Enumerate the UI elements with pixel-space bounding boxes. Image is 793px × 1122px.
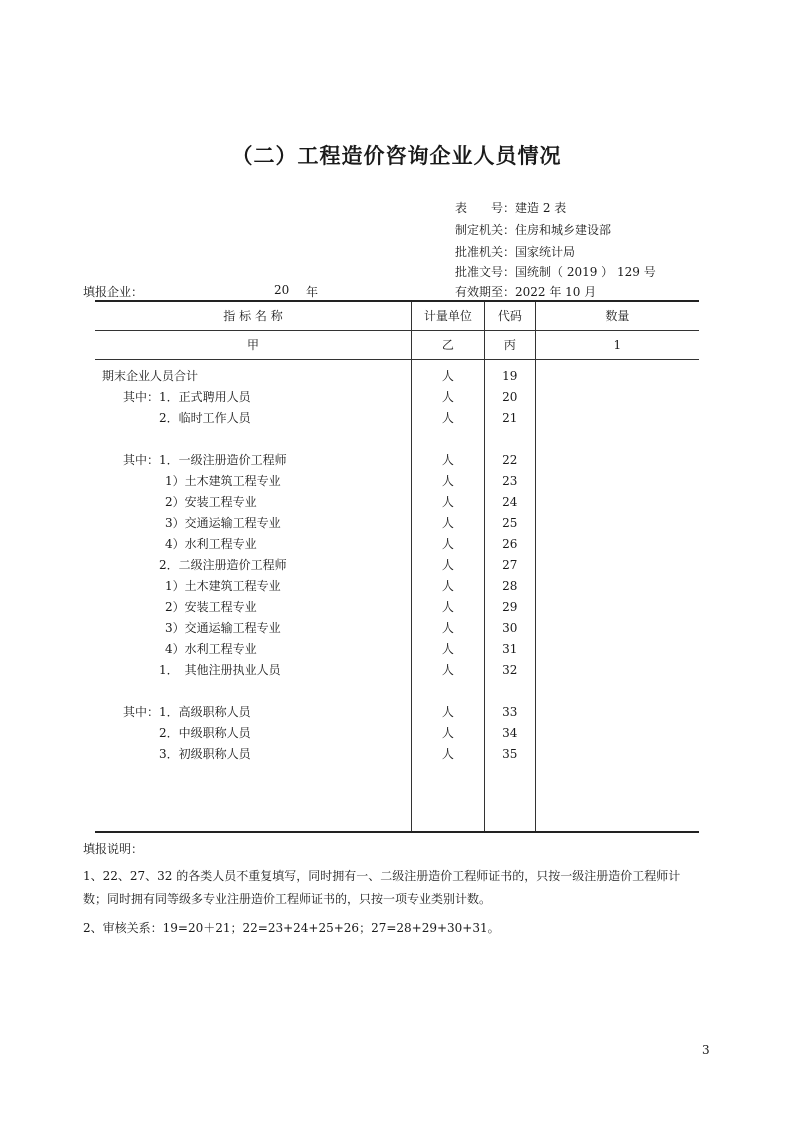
row-unit: 人 [411,555,484,576]
subheader-code: 丙 [484,331,535,360]
row-indicator-name: 期末企业人员合计 [95,366,411,387]
reporting-company-label: 填报企业： [83,285,144,299]
page-title: （二）工程造价咨询企业人员情况 [231,144,562,168]
table-bottom-spacer [95,765,699,832]
approving-org-label: 批准机关： [455,245,516,259]
subheader-quantity: 1 [535,331,699,360]
valid-until-value: 2022 年 10 月 [515,285,597,299]
approval-doc-line [455,263,656,280]
row-indicator-name: 其中：1．正式聘用人员 [95,387,411,408]
row-unit: 人 [411,723,484,744]
row-code: 31 [484,639,535,660]
row-quantity[interactable] [535,534,699,555]
issuing-org-label: 制定机关： [455,223,516,237]
notes-line-1: 1、22、27、32 的各类人员不重复填写，同时拥有一、二级注册造价工程师证书的，只按一级注册造价工程师计数；同时拥有同等级多专业注册造价工程师证书的，只按一项专业类别计数。 [83,869,681,906]
row-quantity[interactable] [535,492,699,513]
row-quantity[interactable] [535,450,699,471]
table-row [95,576,699,597]
row-quantity[interactable] [535,702,699,723]
row-code [484,681,535,702]
row-indicator-name: 3）交通运输工程专业 [95,618,411,639]
row-code: 32 [484,660,535,681]
row-indicator-name [95,681,411,702]
table-row [95,534,699,555]
row-unit: 人 [411,744,484,765]
row-quantity[interactable] [535,513,699,534]
table-row [95,597,699,618]
table-row [95,408,699,429]
row-unit: 人 [411,450,484,471]
page-number: 3 [702,1043,710,1057]
row-unit: 人 [411,408,484,429]
row-indicator-name: 1． 其他注册执业人员 [95,660,411,681]
row-unit: 人 [411,387,484,408]
row-unit: 人 [411,639,484,660]
row-unit: 人 [411,366,484,387]
table-number-label: 表 号： [455,201,516,215]
row-quantity[interactable] [535,639,699,660]
notes-line-2: 2、审核关系：19=20＋21；22=23+24+25+26；27=28+29+30+31。 [83,921,500,935]
table-row [95,429,699,450]
row-indicator-name: 其中：1．高级职称人员 [95,702,411,723]
table-row [95,387,699,408]
row-quantity[interactable] [535,471,699,492]
header-indicator: 指 标 名 称 [95,301,411,331]
row-indicator-name: 其中：1．一级注册造价工程师 [95,450,411,471]
row-quantity[interactable] [535,744,699,765]
row-unit: 人 [411,534,484,555]
row-indicator-name: 1）土木建筑工程专业 [95,576,411,597]
row-quantity[interactable] [535,366,699,387]
table-row [95,660,699,681]
row-code: 35 [484,744,535,765]
subheader-indicator: 甲 [95,331,411,360]
row-quantity[interactable] [535,408,699,429]
issuing-org-value: 住房和城乡建设部 [515,223,612,237]
table-number-value: 建造 2 表 [515,201,567,215]
row-unit: 人 [411,471,484,492]
row-unit [411,681,484,702]
row-quantity[interactable] [535,429,699,450]
table-row [95,450,699,471]
approving-org-value: 国家统计局 [515,245,576,259]
table-row [95,681,699,702]
issuing-org-line [455,221,611,238]
row-quantity[interactable] [535,723,699,744]
row-code: 27 [484,555,535,576]
row-code: 26 [484,534,535,555]
row-code: 30 [484,618,535,639]
row-unit: 人 [411,618,484,639]
header-unit: 计量单位 [411,301,484,331]
row-indicator-name: 2）安装工程专业 [95,492,411,513]
table-row [95,366,699,387]
row-quantity[interactable] [535,681,699,702]
table-row [95,492,699,513]
row-indicator-name: 2）安装工程专业 [95,597,411,618]
header-code: 代码 [484,301,535,331]
row-quantity[interactable] [535,597,699,618]
row-quantity[interactable] [535,618,699,639]
row-code: 34 [484,723,535,744]
row-code: 24 [484,492,535,513]
row-quantity[interactable] [535,576,699,597]
row-unit: 人 [411,702,484,723]
row-indicator-name [95,429,411,450]
row-quantity[interactable] [535,387,699,408]
row-indicator-name: 2．二级注册造价工程师 [95,555,411,576]
personnel-table [95,300,699,833]
row-code: 29 [484,597,535,618]
row-code: 23 [484,471,535,492]
row-unit: 人 [411,576,484,597]
table-row [95,723,699,744]
row-unit [411,429,484,450]
row-indicator-name: 4）水利工程专业 [95,639,411,660]
row-code: 19 [484,366,535,387]
row-indicator-name: 2．临时工作人员 [95,408,411,429]
row-quantity[interactable] [535,555,699,576]
approval-doc-value: 国统制（ 2019 ） 129 号 [515,265,656,279]
row-code [484,429,535,450]
row-code: 25 [484,513,535,534]
row-indicator-name: 3）交通运输工程专业 [95,513,411,534]
approval-doc-label: 批准文号： [455,265,516,279]
row-unit: 人 [411,492,484,513]
notes-heading: 填报说明： [83,842,144,856]
row-code: 21 [484,408,535,429]
table-row [95,555,699,576]
report-year-prefix: 20 [274,283,290,297]
row-unit: 人 [411,660,484,681]
subheader-row [95,331,699,360]
row-unit: 人 [411,597,484,618]
table-row [95,744,699,765]
valid-until-label: 有效期至： [455,285,516,299]
table-row [95,618,699,639]
report-year-suffix: 年 [306,285,319,299]
row-indicator-name: 4）水利工程专业 [95,534,411,555]
row-indicator-name: 3．初级职称人员 [95,744,411,765]
row-quantity[interactable] [535,660,699,681]
row-indicator-name: 1）土木建筑工程专业 [95,471,411,492]
table-row [95,513,699,534]
row-code: 33 [484,702,535,723]
table-row [95,639,699,660]
row-code: 22 [484,450,535,471]
row-code: 28 [484,576,535,597]
subheader-unit: 乙 [411,331,484,360]
table-number-line [455,199,566,216]
approving-org-line [455,243,575,260]
table-row [95,702,699,723]
table-row [95,471,699,492]
header-row [95,301,699,331]
row-unit: 人 [411,513,484,534]
row-indicator-name: 2．中级职称人员 [95,723,411,744]
valid-until-line [455,283,596,300]
header-quantity: 数量 [535,301,699,331]
row-code: 20 [484,387,535,408]
